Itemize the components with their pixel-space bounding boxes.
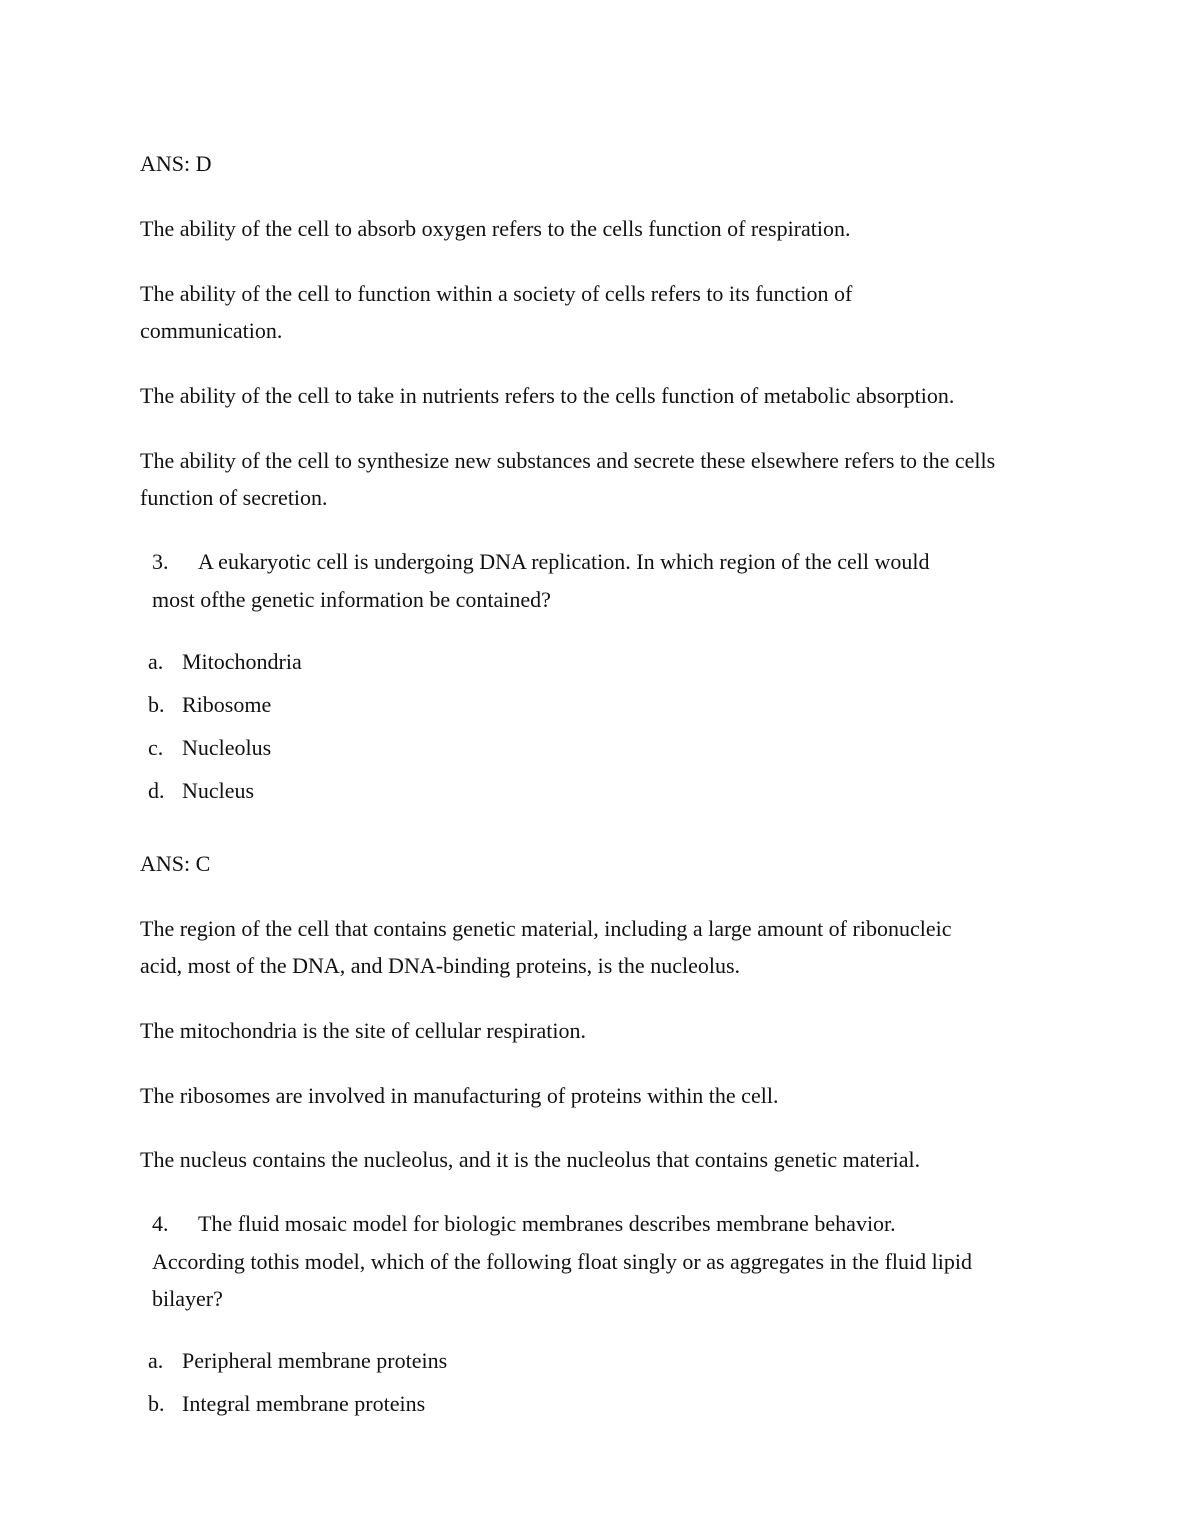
option-letter: c. — [148, 735, 164, 760]
question-text: A eukaryotic cell is undergoing DNA replication. In which region of the cell would — [198, 549, 930, 574]
rationale-paragraph: The mitochondria is the site of cellular respiration. — [140, 1018, 586, 1043]
option-letter: b. — [148, 692, 165, 717]
question-3-stem — [152, 549, 930, 575]
option-text: Ribosome — [182, 692, 272, 717]
question-number: 3. — [152, 549, 169, 574]
option-text: Integral membrane proteins — [182, 1391, 426, 1416]
rationale-paragraph: The ability of the cell to function within a society of cells refers to its function of — [140, 281, 853, 306]
answer-label: ANS: D — [140, 151, 212, 176]
question-4-stem-continued: According tothis model, which of the following float singly or as aggregates in the fluid lipid — [152, 1249, 972, 1274]
option-item — [148, 1348, 447, 1374]
question-4-stem — [152, 1211, 896, 1237]
option-item — [148, 735, 271, 761]
rationale-paragraph: The ability of the cell to synthesize new substances and secrete these elsewhere refers to the cells — [140, 448, 996, 473]
rationale-paragraph-continued: acid, most of the DNA, and DNA-binding proteins, is the nucleolus. — [140, 953, 741, 978]
option-item — [148, 649, 302, 675]
rationale-paragraph: The region of the cell that contains genetic material, including a large amount of ribonucleic — [140, 916, 952, 941]
question-3-stem-continued: most ofthe genetic information be contained? — [152, 587, 551, 612]
option-item — [148, 692, 271, 718]
question-4-stem-continued: bilayer? — [152, 1286, 223, 1311]
rationale-paragraph-continued: communication. — [140, 318, 283, 343]
option-letter: a. — [148, 649, 164, 674]
answer-label: ANS: C — [140, 851, 211, 876]
option-item — [148, 1391, 425, 1417]
rationale-paragraph: The ribosomes are involved in manufacturing of proteins within the cell. — [140, 1083, 779, 1108]
question-text: The fluid mosaic model for biologic membranes describes membrane behavior. — [198, 1211, 896, 1236]
rationale-paragraph: The ability of the cell to take in nutrients refers to the cells function of metabolic absorption. — [140, 383, 955, 408]
option-text: Nucleolus — [182, 735, 272, 760]
option-text: Peripheral membrane proteins — [182, 1348, 448, 1373]
rationale-paragraph-continued: function of secretion. — [140, 485, 328, 510]
question-number: 4. — [152, 1211, 169, 1236]
option-letter: a. — [148, 1348, 164, 1373]
option-item — [148, 778, 254, 804]
rationale-paragraph: The nucleus contains the nucleolus, and it is the nucleolus that contains genetic material. — [140, 1147, 921, 1172]
rationale-paragraph: The ability of the cell to absorb oxygen refers to the cells function of respiration. — [140, 216, 851, 241]
option-letter: b. — [148, 1391, 165, 1416]
option-text: Mitochondria — [182, 649, 302, 674]
option-text: Nucleus — [182, 778, 255, 803]
option-letter: d. — [148, 778, 165, 803]
